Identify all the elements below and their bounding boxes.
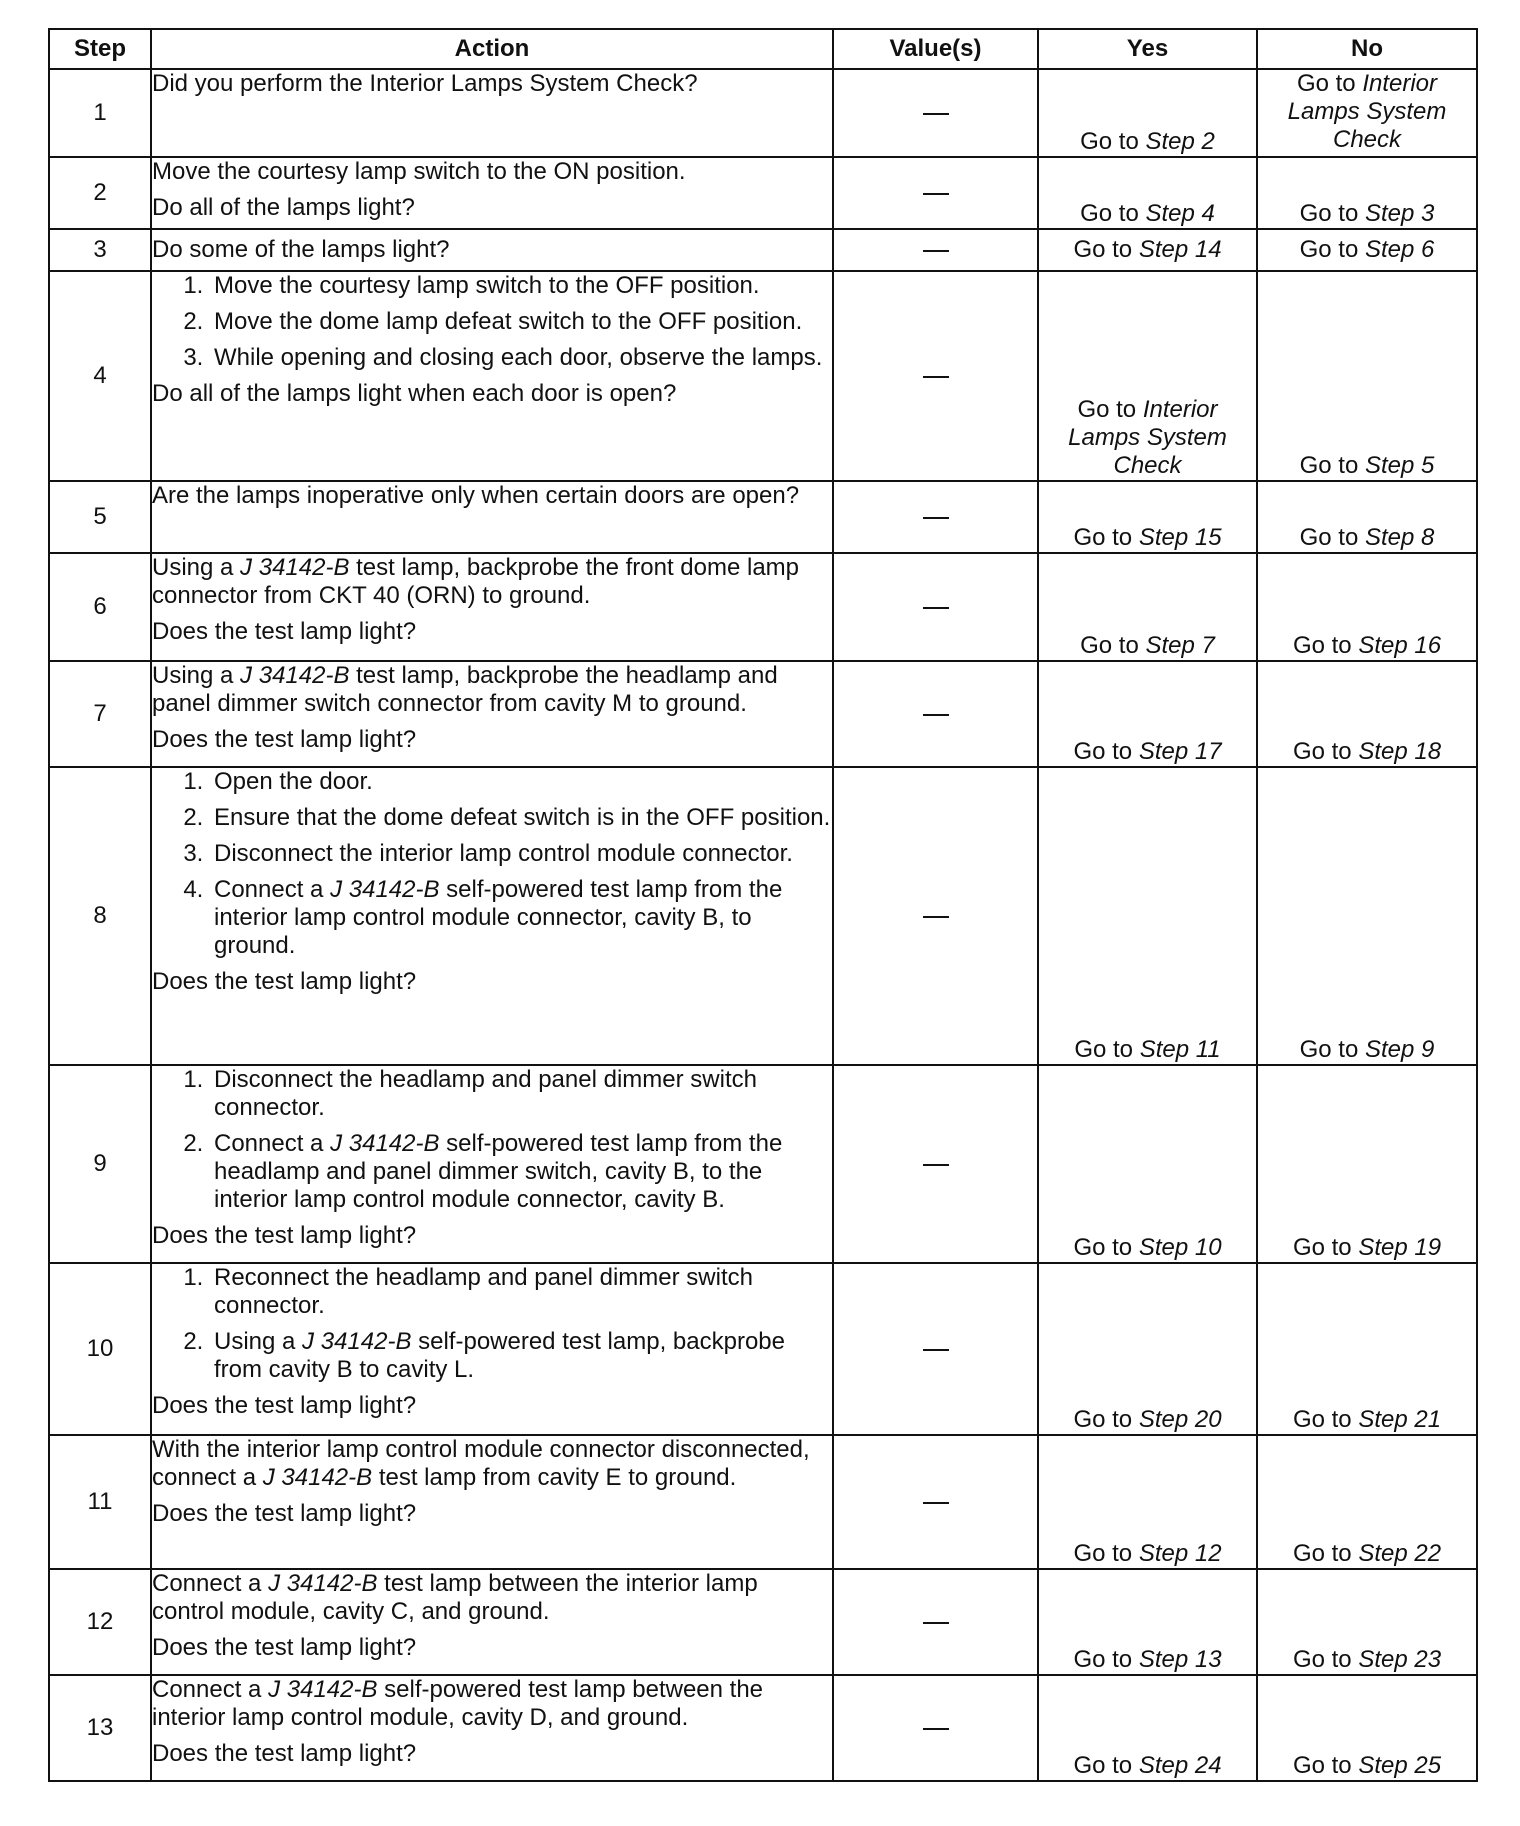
action-cell: [151, 481, 833, 553]
action-cell: [151, 1675, 833, 1781]
table-row: [49, 229, 1477, 271]
goto-label: Go to: [1073, 1752, 1139, 1779]
action-cell: [151, 69, 833, 157]
step-reference: Step 15: [1138, 524, 1222, 551]
yes-cell: [1038, 1675, 1257, 1781]
table-row: [49, 1675, 1477, 1781]
goto-label: Go to: [1299, 1036, 1365, 1063]
action-cell: [151, 553, 833, 661]
yes-cell: [1038, 1065, 1257, 1263]
no-cell: [1257, 1263, 1477, 1435]
procedure-list: [152, 1066, 832, 1214]
action-cell: [151, 1435, 833, 1569]
list-item: 1. Disconnect the headlamp and panel dimmer switch connector.: [210, 1066, 832, 1122]
action-cell: [151, 229, 833, 271]
action-text: [152, 1676, 832, 1732]
step-reference: Step 25: [1358, 1752, 1442, 1779]
action-question: Does the test lamp light?: [152, 1222, 417, 1249]
step-reference: Step 4: [1145, 200, 1215, 227]
action-text: [152, 1436, 832, 1492]
step-number: 2: [49, 157, 151, 229]
value-cell: [833, 1263, 1038, 1435]
goto-label: Go to: [1292, 1752, 1359, 1779]
step-number: 13: [49, 1675, 151, 1781]
dash-mark: [923, 1728, 949, 1730]
header-yes: Yes: [1038, 29, 1257, 69]
step-reference: Step 3: [1364, 200, 1435, 227]
goto-label: Go to: [1073, 1234, 1139, 1261]
step-reference: Interior Lamps System Check: [1287, 70, 1447, 153]
value-cell: [833, 229, 1038, 271]
goto-label: Go to: [1073, 738, 1139, 765]
dash-mark: [923, 1502, 949, 1504]
dash-mark: [923, 916, 949, 918]
table-row: [49, 157, 1477, 229]
action-text-part: With the interior lamp control module connector disconnected, connect a: [152, 1436, 810, 1491]
action-text-part: Connect a: [214, 1130, 331, 1157]
action-question: Does the test lamp light?: [152, 1500, 417, 1527]
list-item: [210, 1328, 832, 1384]
dash-mark: [923, 1349, 949, 1351]
value-cell: [833, 767, 1038, 1065]
goto-label: Go to: [1299, 236, 1365, 263]
step-number: 11: [49, 1435, 151, 1569]
goto-label: Go to: [1292, 738, 1359, 765]
step-reference: Step 9: [1364, 1036, 1435, 1063]
action-text-part: self-powered test lamp between the interior lamp control module, cavity D, and ground.: [152, 1676, 764, 1731]
goto-label: Go to: [1292, 632, 1359, 659]
action-text-part: test lamp, backprobe the front dome lamp connector from CKT 40 (ORN) to ground.: [152, 554, 800, 609]
list-item: 1. Open the door.: [210, 768, 832, 796]
goto-label: Go to: [1074, 1036, 1140, 1063]
step-number: 9: [49, 1065, 151, 1263]
step-reference: Step 18: [1358, 738, 1442, 765]
step-reference: Step 22: [1358, 1540, 1442, 1567]
step-number: 5: [49, 481, 151, 553]
dash-mark: [923, 517, 949, 519]
value-cell: [833, 271, 1038, 481]
dash-mark: [923, 607, 949, 609]
no-cell: [1257, 1675, 1477, 1781]
step-reference: Step 20: [1138, 1406, 1222, 1433]
action-text-part: test lamp from cavity E to ground.: [372, 1464, 737, 1491]
procedure-list: [152, 272, 832, 372]
goto-label: Go to: [1080, 632, 1146, 659]
list-item: [210, 1130, 832, 1214]
action-text: [152, 554, 832, 610]
action-cell: [151, 157, 833, 229]
table-row: [49, 767, 1477, 1065]
step-reference: Step 7: [1145, 632, 1215, 659]
value-cell: [833, 69, 1038, 157]
table-row: [49, 481, 1477, 553]
tool-number: J 34142-B: [268, 1570, 378, 1597]
step-reference: Step 23: [1358, 1646, 1442, 1673]
step-number: 1: [49, 69, 151, 157]
step-reference: Step 17: [1138, 738, 1222, 765]
table-row: [49, 661, 1477, 767]
action-cell: [151, 1569, 833, 1675]
table-row: [49, 271, 1477, 481]
step-reference: Step 21: [1358, 1406, 1442, 1433]
table-row: [49, 1435, 1477, 1569]
goto-label: Go to: [1073, 524, 1139, 551]
action-text-part: Using a: [214, 1328, 303, 1355]
yes-cell: [1038, 229, 1257, 271]
action-question: Does the test lamp light?: [152, 618, 417, 645]
value-cell: [833, 1065, 1038, 1263]
action-cell: [151, 661, 833, 767]
yes-cell: [1038, 1569, 1257, 1675]
tool-number: J 34142-B: [330, 1130, 440, 1157]
list-item: 1. Reconnect the headlamp and panel dimmer switch connector.: [210, 1264, 832, 1320]
goto-label: Go to: [1292, 1406, 1359, 1433]
tool-number: J 34142-B: [268, 1676, 378, 1703]
value-cell: [833, 1435, 1038, 1569]
value-cell: [833, 1569, 1038, 1675]
action-text-part: Connect a: [214, 876, 331, 903]
yes-cell: [1038, 661, 1257, 767]
table-row: [49, 1569, 1477, 1675]
value-cell: [833, 1675, 1038, 1781]
dash-mark: [923, 1622, 949, 1624]
no-cell: [1257, 767, 1477, 1065]
step-reference: Step 11: [1139, 1036, 1221, 1063]
goto-label: Go to: [1299, 524, 1365, 551]
table-row: [49, 553, 1477, 661]
step-number: 12: [49, 1569, 151, 1675]
goto-label: Go to: [1292, 1540, 1359, 1567]
step-reference: Step 12: [1138, 1540, 1222, 1567]
table-row: [49, 1263, 1477, 1435]
goto-label: Go to: [1073, 236, 1139, 263]
step-reference: Step 16: [1358, 632, 1442, 659]
action-question: Do all of the lamps light when each door is open?: [152, 380, 677, 407]
no-cell: [1257, 1569, 1477, 1675]
tool-number: J 34142-B: [240, 554, 350, 581]
yes-cell: [1038, 271, 1257, 481]
yes-cell: [1038, 553, 1257, 661]
header-no: No: [1257, 29, 1477, 69]
goto-label: Go to: [1080, 128, 1146, 155]
value-cell: [833, 553, 1038, 661]
dash-mark: [923, 714, 949, 716]
no-cell: [1257, 481, 1477, 553]
tool-number: J 34142-B: [240, 662, 350, 689]
goto-label: Go to: [1073, 1406, 1139, 1433]
yes-cell: [1038, 1263, 1257, 1435]
goto-label: Go to: [1299, 452, 1365, 479]
no-cell: [1257, 553, 1477, 661]
no-cell: [1257, 69, 1477, 157]
header-step: Step: [49, 29, 151, 69]
value-cell: [833, 157, 1038, 229]
action-question: Does the test lamp light?: [152, 726, 417, 753]
action-text: [152, 662, 832, 718]
table-row: [49, 69, 1477, 157]
step-number: 6: [49, 553, 151, 661]
goto-label: Go to: [1080, 200, 1146, 227]
dash-mark: [923, 250, 949, 252]
action-question: Do all of the lamps light?: [152, 194, 415, 221]
step-reference: Step 10: [1138, 1234, 1222, 1261]
action-cell: [151, 1263, 833, 1435]
action-cell: [151, 1065, 833, 1263]
step-reference: Step 19: [1358, 1234, 1442, 1261]
action-question: Does the test lamp light?: [152, 1392, 417, 1419]
no-cell: [1257, 157, 1477, 229]
header-values: Value(s): [833, 29, 1038, 69]
list-item: [210, 876, 832, 960]
dash-mark: [923, 113, 949, 115]
goto-label: Go to: [1296, 70, 1363, 97]
no-cell: [1257, 661, 1477, 767]
list-item: 1. Move the courtesy lamp switch to the OFF position.: [210, 272, 832, 300]
action-text-part: Connect a: [152, 1676, 269, 1703]
step-number: 4: [49, 271, 151, 481]
action-text: Move the courtesy lamp switch to the ON position.: [152, 158, 686, 185]
tool-number: J 34142-B: [302, 1328, 412, 1355]
value-cell: [833, 661, 1038, 767]
step-reference: Step 5: [1364, 452, 1435, 479]
step-number: 7: [49, 661, 151, 767]
goto-label: Go to: [1292, 1234, 1359, 1261]
goto-label: Go to: [1077, 396, 1143, 423]
diagnostic-table: [48, 28, 1478, 1782]
dash-mark: [923, 1164, 949, 1166]
header-row: [49, 29, 1477, 69]
action-question: Does the test lamp light?: [152, 1740, 417, 1767]
action-text-part: self-powered test lamp, backprobe from cavity B to cavity L.: [214, 1328, 785, 1383]
step-reference: Step 6: [1364, 236, 1435, 263]
action-cell: [151, 767, 833, 1065]
yes-cell: [1038, 1435, 1257, 1569]
no-cell: [1257, 229, 1477, 271]
step-reference: Step 13: [1138, 1646, 1222, 1673]
action-text-part: Using a: [152, 554, 241, 581]
action-text: Are the lamps inoperative only when certain doors are open?: [152, 482, 800, 509]
step-reference: Step 24: [1138, 1752, 1222, 1779]
action-text-part: self-powered test lamp from the interior lamp control module connector, cavity B, to ground.: [214, 876, 783, 959]
step-number: 3: [49, 229, 151, 271]
dash-mark: [923, 376, 949, 378]
goto-label: Go to: [1073, 1540, 1139, 1567]
action-text-part: Connect a: [152, 1570, 269, 1597]
table-row: [49, 1065, 1477, 1263]
list-item: 2. Move the dome lamp defeat switch to the OFF position.: [210, 308, 832, 336]
yes-cell: [1038, 157, 1257, 229]
list-item: 3. While opening and closing each door, observe the lamps.: [210, 344, 832, 372]
value-cell: [833, 481, 1038, 553]
step-number: 10: [49, 1263, 151, 1435]
step-reference: Interior Lamps System Check: [1068, 396, 1227, 479]
action-question: Does the test lamp light?: [152, 1634, 417, 1661]
goto-label: Go to: [1292, 1646, 1359, 1673]
action-cell: [151, 271, 833, 481]
goto-label: Go to: [1299, 200, 1365, 227]
action-text: [152, 1570, 832, 1626]
dash-mark: [923, 193, 949, 195]
goto-label: Go to: [1073, 1646, 1139, 1673]
list-item: 3. Disconnect the interior lamp control module connector.: [210, 840, 832, 868]
step-reference: Step 14: [1138, 236, 1222, 263]
action-question: Does the test lamp light?: [152, 968, 417, 995]
action-text-part: Using a: [152, 662, 241, 689]
yes-cell: [1038, 69, 1257, 157]
action-text-part: test lamp, backprobe the headlamp and panel dimmer switch connector from cavity M to ground.: [152, 662, 778, 717]
no-cell: [1257, 271, 1477, 481]
no-cell: [1257, 1065, 1477, 1263]
step-number: 8: [49, 767, 151, 1065]
header-action: Action: [151, 29, 833, 69]
procedure-list: [152, 1264, 832, 1384]
action-text-part: self-powered test lamp from the headlamp and panel dimmer switch, cavity B, to the interior lamp control module connector, cavity B.: [214, 1130, 783, 1213]
tool-number: J 34142-B: [330, 876, 440, 903]
yes-cell: [1038, 481, 1257, 553]
no-cell: [1257, 1435, 1477, 1569]
action-text-part: test lamp between the interior lamp control module, cavity C, and ground.: [152, 1570, 758, 1625]
step-reference: Step 8: [1364, 524, 1435, 551]
tool-number: J 34142-B: [262, 1464, 373, 1491]
list-item: 2. Ensure that the dome defeat switch is in the OFF position.: [210, 804, 832, 832]
action-text: Did you perform the Interior Lamps System Check?: [152, 70, 698, 97]
action-text: Do some of the lamps light?: [152, 236, 450, 263]
yes-cell: [1038, 767, 1257, 1065]
procedure-list: [152, 768, 832, 960]
step-reference: Step 2: [1145, 128, 1215, 155]
